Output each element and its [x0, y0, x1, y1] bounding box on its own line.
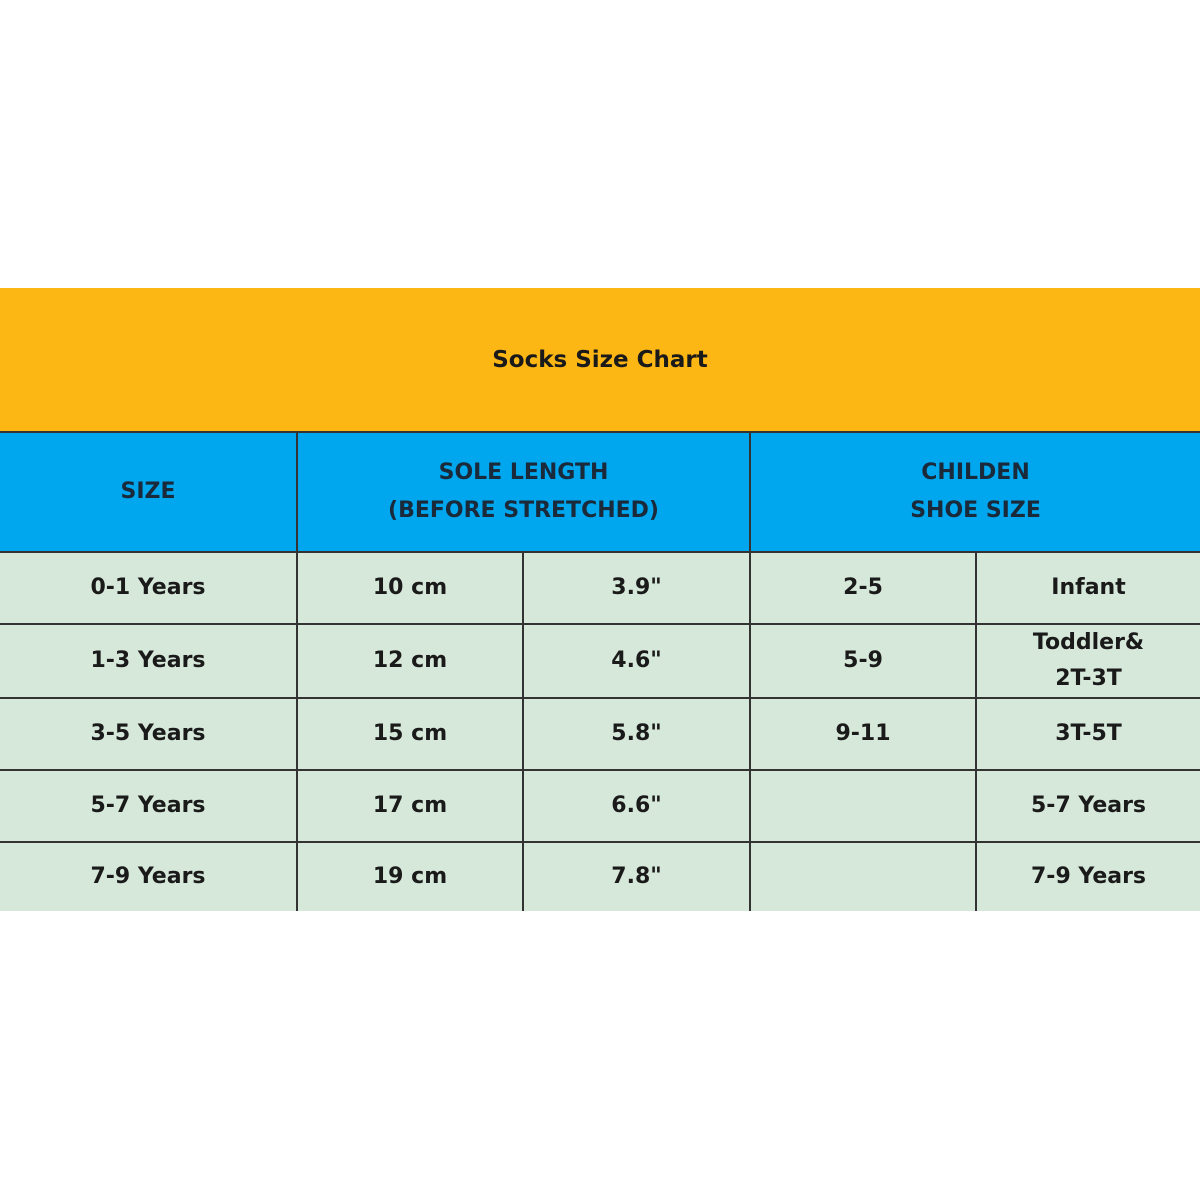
cell-size: 1-3 Years — [0, 624, 297, 698]
cell-sole-inch: 3.9" — [523, 552, 750, 624]
cell-shoe-number: 2-5 — [750, 552, 976, 624]
cell-size: 0-1 Years — [0, 552, 297, 624]
cell-sole-inch: 7.8" — [523, 842, 750, 911]
cell-shoe-label-line: 5-7 Years — [1031, 793, 1147, 818]
header-shoe-size — [750, 433, 1200, 552]
cell-sole-inch: 4.6" — [523, 624, 750, 698]
cell-shoe-number: 5-9 — [750, 624, 976, 698]
cell-sole-cm: 10 cm — [297, 552, 523, 624]
cell-shoe-number — [750, 842, 976, 911]
cell-shoe-label — [976, 770, 1200, 842]
chart-title: Socks Size Chart — [492, 346, 708, 373]
cell-shoe-label — [976, 624, 1200, 698]
cell-sole-inch: 5.8" — [523, 698, 750, 770]
cell-shoe-label-line: 3T-5T — [1055, 721, 1122, 746]
table-row — [0, 842, 1200, 911]
chart-title-bar — [0, 288, 1200, 433]
cell-sole-inch: 6.6" — [523, 770, 750, 842]
cell-size: 3-5 Years — [0, 698, 297, 770]
table-row — [0, 624, 1200, 698]
cell-shoe-label-line: 7-9 Years — [1031, 864, 1147, 889]
cell-sole-cm: 12 cm — [297, 624, 523, 698]
header-shoe-size-line-2: SHOE SIZE — [910, 498, 1041, 523]
header-sole-length-line-2: (BEFORE STRETCHED) — [388, 498, 659, 523]
table-row — [0, 552, 1200, 624]
size-table — [0, 433, 1200, 911]
size-chart — [0, 288, 1200, 911]
cell-shoe-label — [976, 842, 1200, 911]
cell-shoe-number: 9-11 — [750, 698, 976, 770]
header-shoe-size-line-1: CHILDEN — [921, 460, 1030, 485]
table-row — [0, 770, 1200, 842]
cell-sole-cm: 17 cm — [297, 770, 523, 842]
cell-shoe-label — [976, 698, 1200, 770]
header-sole-length-line-1: SOLE LENGTH — [438, 460, 609, 485]
cell-size: 5-7 Years — [0, 770, 297, 842]
cell-shoe-label-line: Toddler& — [1032, 630, 1145, 655]
header-sole-length — [297, 433, 750, 552]
header-row — [0, 433, 1200, 552]
cell-size: 7-9 Years — [0, 842, 297, 911]
cell-sole-cm: 15 cm — [297, 698, 523, 770]
cell-sole-cm: 19 cm — [297, 842, 523, 911]
table-row — [0, 698, 1200, 770]
cell-shoe-label — [976, 552, 1200, 624]
cell-shoe-number — [750, 770, 976, 842]
header-size: SIZE — [0, 433, 297, 552]
cell-shoe-label-line: 2T-3T — [1055, 666, 1122, 691]
cell-shoe-label-line: Infant — [1051, 575, 1126, 600]
